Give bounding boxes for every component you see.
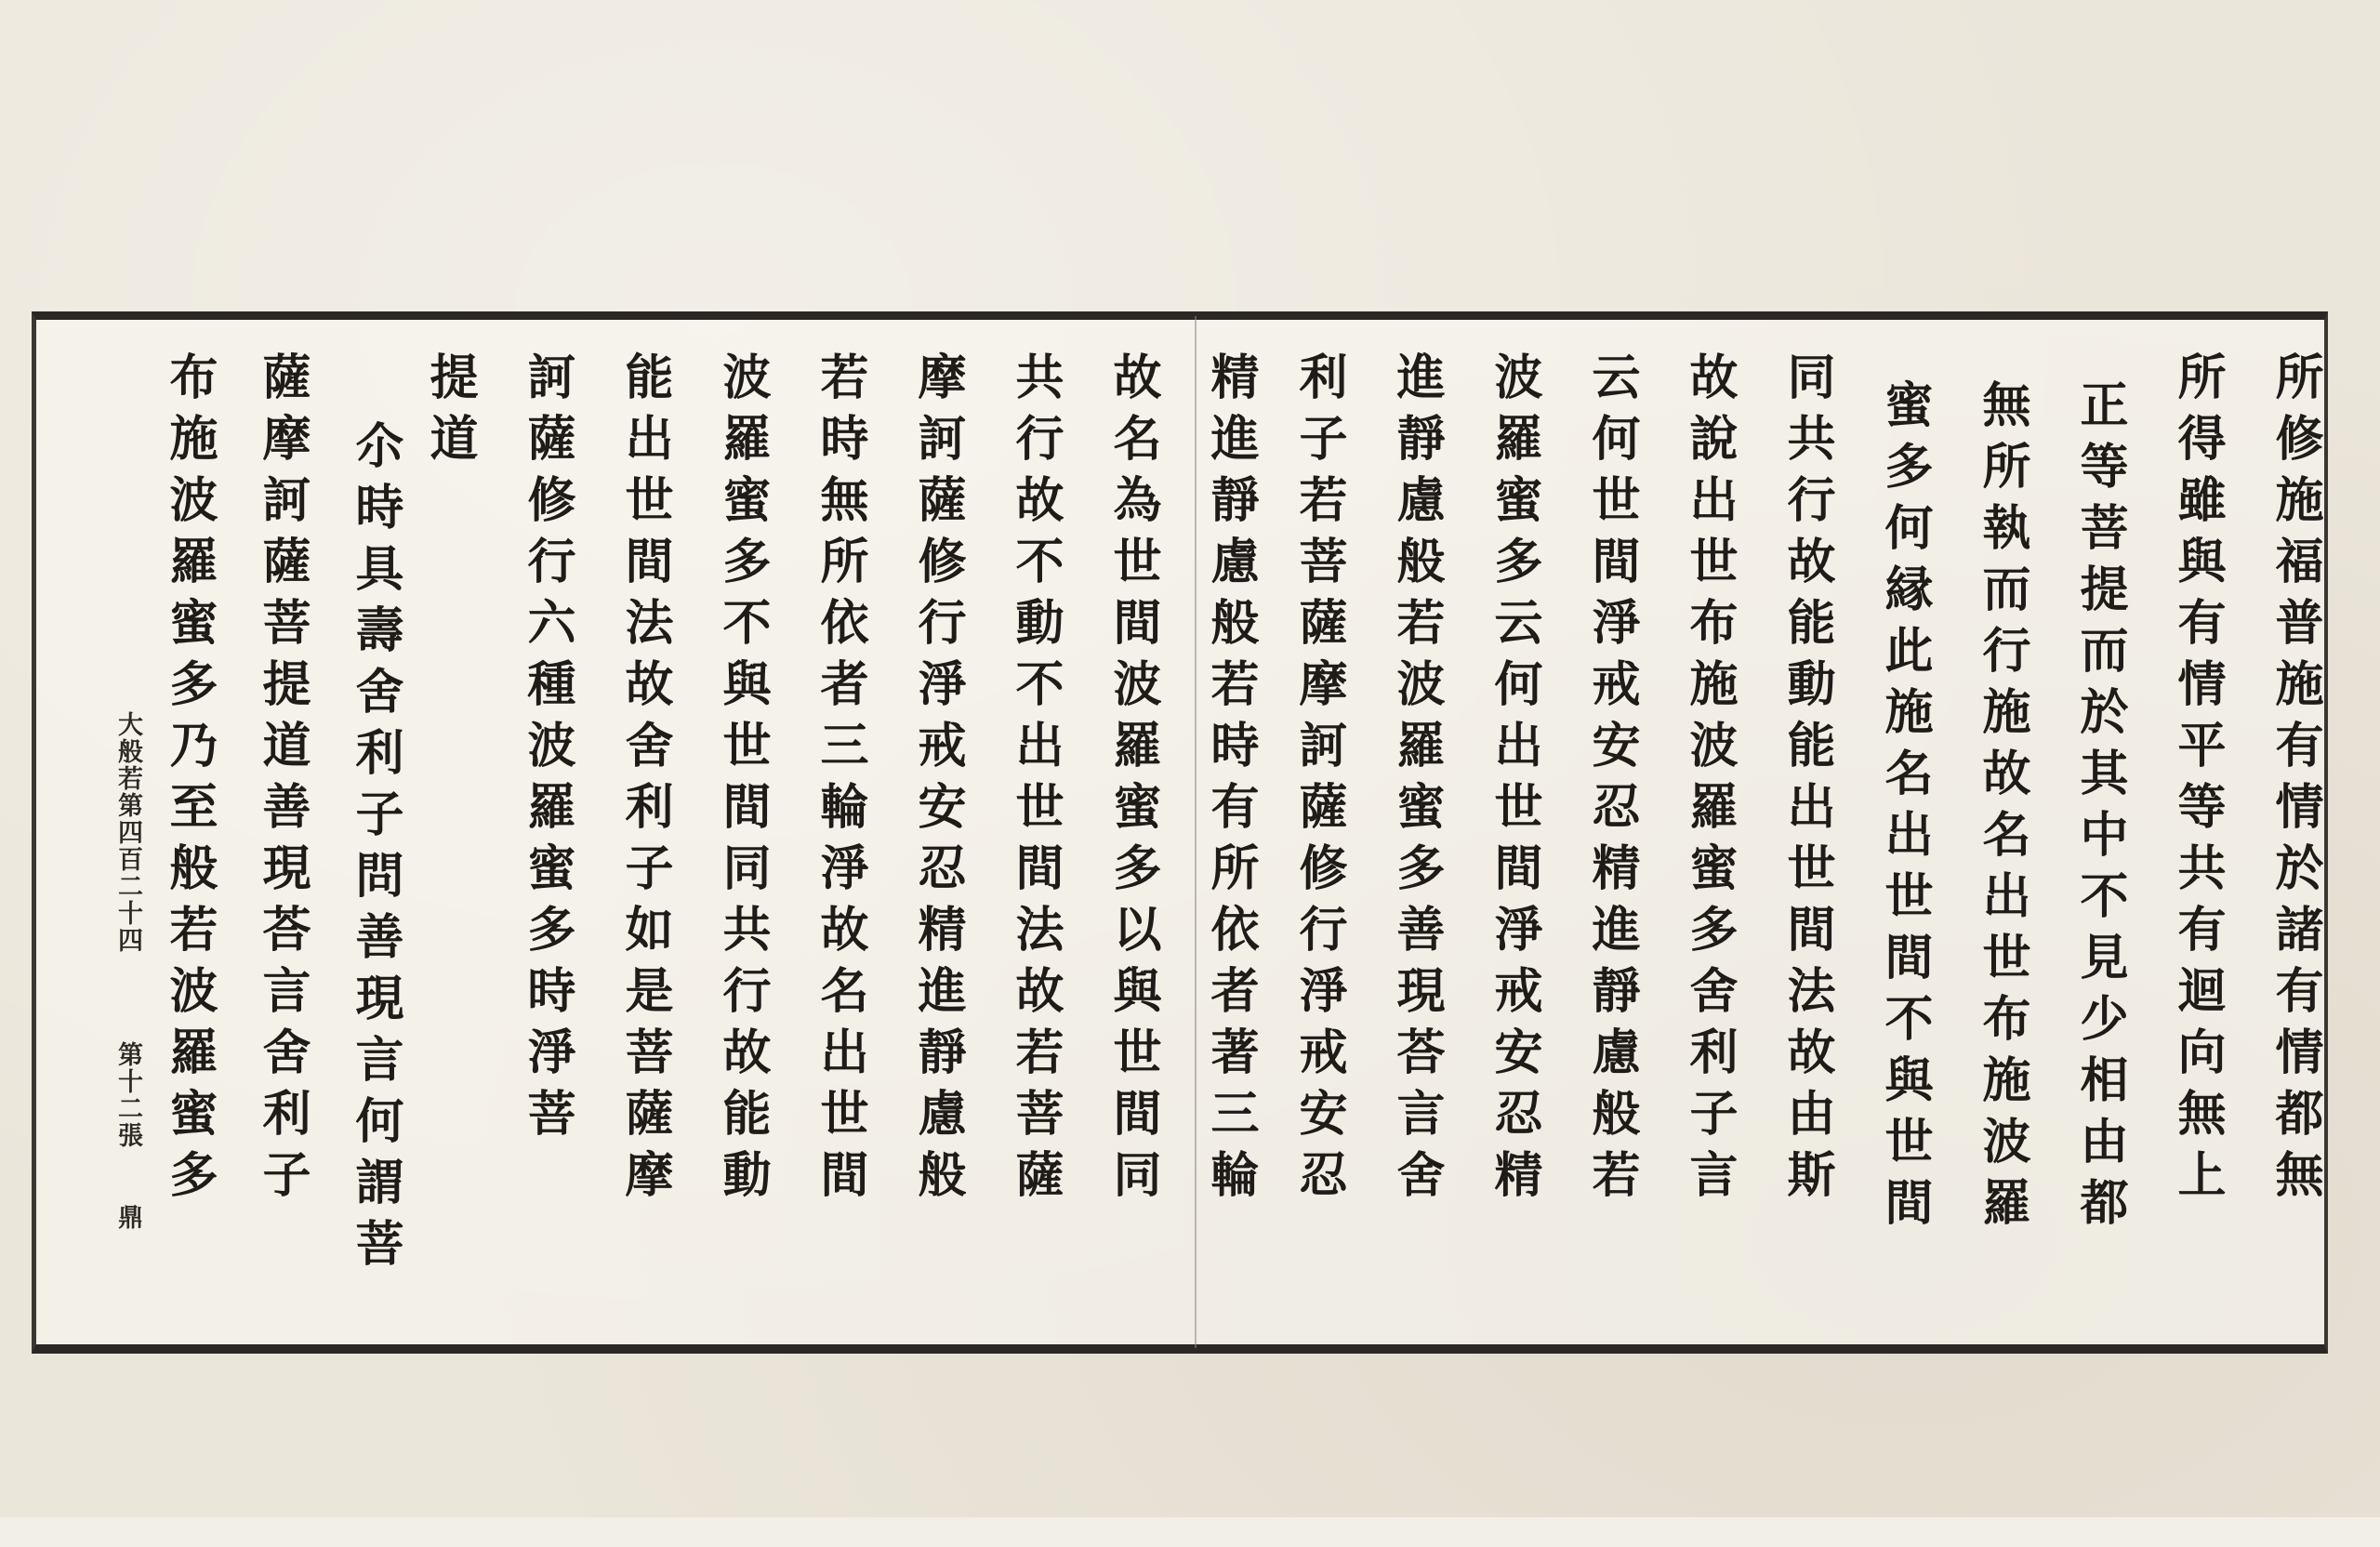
column-text: 所修施福普施有情於諸有情都無 xyxy=(2267,351,2323,1210)
text-column xyxy=(253,351,311,1210)
text-column xyxy=(1387,351,1445,1210)
column-text: 無所執而行施故名出世布施波羅 xyxy=(1974,379,2030,1238)
column-text: 精進靜慮般若時有所依者著三輪 xyxy=(1202,351,1259,1210)
text-column xyxy=(1778,351,1835,1210)
text-column xyxy=(811,351,868,1210)
column-text: 所得雖與有情平等共有迴向無上 xyxy=(2169,351,2226,1210)
text-column xyxy=(2168,351,2226,1210)
text-column xyxy=(2266,351,2323,1210)
column-text: 尒時具壽舍利子問善現言何謂菩 xyxy=(347,420,403,1279)
text-column xyxy=(1006,351,1064,1210)
column-text: 故名為世間波羅蜜多以與世間同 xyxy=(1104,351,1161,1210)
column-text: 利子若菩薩摩訶薩修行淨戒安忍 xyxy=(1290,351,1347,1210)
paper-bottom-edge xyxy=(0,1517,2380,1547)
text-column xyxy=(1201,351,1259,1210)
text-column xyxy=(346,420,403,1279)
text-column xyxy=(1104,351,1161,1210)
column-text: 波羅蜜多不與世間同共行故能動 xyxy=(714,351,771,1210)
margin-title: 大般若第四百二十四 xyxy=(113,711,142,954)
text-column xyxy=(420,351,478,474)
text-column xyxy=(615,351,673,1210)
column-text: 布施波羅蜜多乃至般若波羅蜜多 xyxy=(161,351,218,1210)
text-column xyxy=(2070,379,2128,1238)
text-column xyxy=(160,351,218,1210)
block-center-fold-line xyxy=(1195,316,1197,1348)
text-column xyxy=(1680,351,1738,1210)
column-text: 提道 xyxy=(421,351,478,474)
column-text: 蜜多何縁此施名出世間不與世間 xyxy=(1876,379,1933,1238)
column-text: 同共行故能動能出世間法故由斯 xyxy=(1778,351,1835,1210)
text-column xyxy=(1875,379,1933,1238)
column-text: 能出世間法故舍利子如是菩薩摩 xyxy=(616,351,673,1210)
column-text: 若時無所依者三輪淨故名出世間 xyxy=(812,351,868,1210)
column-text: 云何世間淨戒安忍精進靜慮般若 xyxy=(1583,351,1640,1210)
text-column xyxy=(518,351,575,1149)
column-text: 薩摩訶薩菩提道善現荅言舍利子 xyxy=(254,351,311,1210)
text-column xyxy=(1485,351,1542,1210)
text-column xyxy=(1973,379,2030,1238)
text-column xyxy=(1582,351,1640,1210)
column-text: 進靜慮般若波羅蜜多善現荅言舍 xyxy=(1388,351,1445,1210)
text-column xyxy=(908,351,966,1210)
margin-page-number: 第十二張 xyxy=(113,1041,142,1149)
column-text: 正等菩提而於其中不見少相由都 xyxy=(2071,379,2128,1238)
column-text: 訶薩修行六種波羅蜜多時淨菩 xyxy=(519,351,575,1149)
margin-notation xyxy=(110,711,147,1362)
column-text: 摩訶薩修行淨戒安忍精進靜慮般 xyxy=(909,351,966,1210)
column-text: 故說出世布施波羅蜜多舍利子言 xyxy=(1681,351,1738,1210)
margin-mark: 鼎 xyxy=(113,1204,142,1231)
text-column xyxy=(1289,351,1347,1210)
text-column xyxy=(713,351,771,1210)
column-text: 波羅蜜多云何出世間淨戒安忍精 xyxy=(1486,351,1542,1210)
column-text: 共行故不動不出世間法故若菩薩 xyxy=(1007,351,1064,1210)
